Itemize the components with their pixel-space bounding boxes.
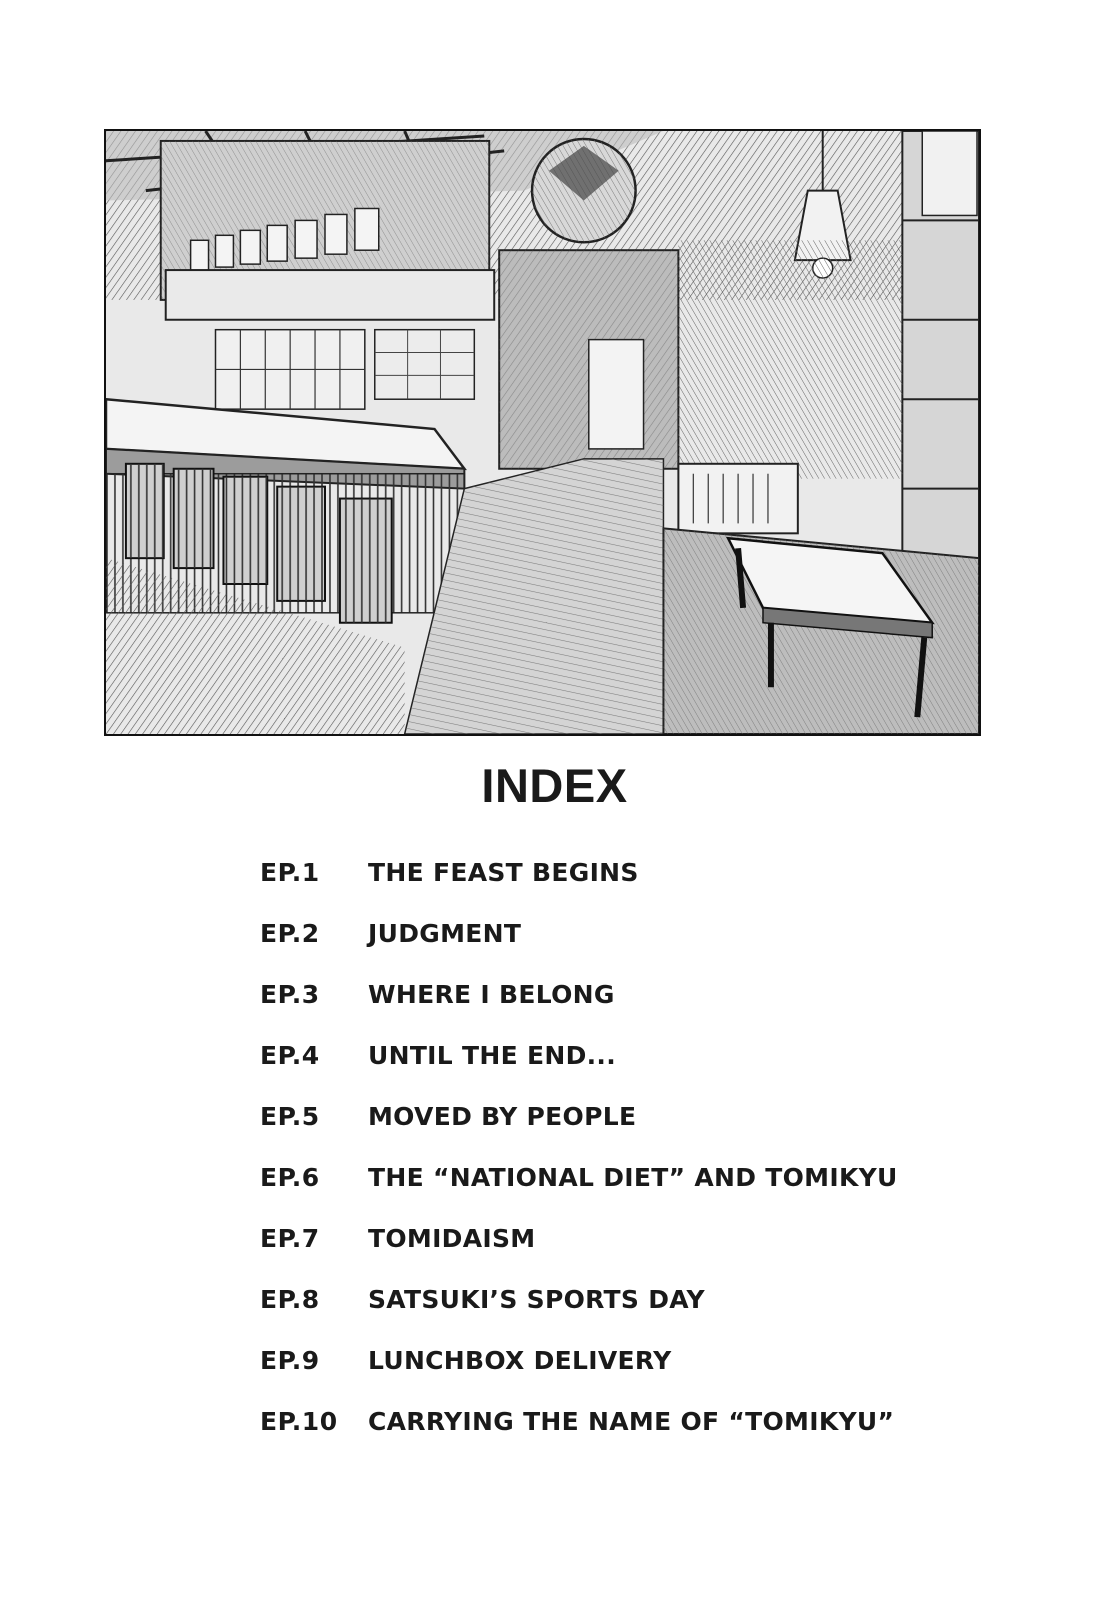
- toc-entry: [260, 842, 980, 903]
- table-of-contents: [260, 842, 980, 1452]
- episode-number: EP.2: [260, 919, 320, 948]
- episode-title: LUNCHBOX DELIVERY: [368, 1346, 672, 1375]
- index-heading: INDEX: [481, 759, 628, 812]
- episode-title: THE FEAST BEGINS: [368, 858, 639, 887]
- toc-entry: [260, 1086, 980, 1147]
- episode-title: THE “NATIONAL DIET” AND TOMIKYU: [368, 1163, 898, 1192]
- episode-title: UNTIL THE END...: [368, 1041, 617, 1070]
- episode-title: CARRYING THE NAME OF “TOMIKYU”: [368, 1407, 895, 1436]
- restaurant-interior-drawing: [106, 131, 979, 734]
- toc-entry: [260, 1391, 980, 1452]
- restaurant-interior-illustration: [104, 129, 981, 736]
- episode-number: EP.8: [260, 1285, 320, 1314]
- toc-entry: [260, 1208, 980, 1269]
- episode-number: EP.1: [260, 858, 320, 887]
- toc-entry: [260, 1330, 980, 1391]
- toc-entry: [260, 1147, 980, 1208]
- episode-title: MOVED BY PEOPLE: [368, 1102, 637, 1131]
- episode-title: TOMIDAISM: [368, 1224, 536, 1253]
- episode-number: EP.6: [260, 1163, 320, 1192]
- toc-entry: [260, 964, 980, 1025]
- episode-number: EP.10: [260, 1407, 338, 1436]
- episode-number: EP.7: [260, 1224, 320, 1253]
- episode-number: EP.5: [260, 1102, 320, 1131]
- toc-entry: [260, 903, 980, 964]
- episode-title: SATSUKI’S SPORTS DAY: [368, 1285, 705, 1314]
- episode-number: EP.4: [260, 1041, 320, 1070]
- episode-title: JUDGMENT: [368, 919, 522, 948]
- episode-title: WHERE I BELONG: [368, 980, 615, 1009]
- toc-entry: [260, 1025, 980, 1086]
- episode-number: EP.9: [260, 1346, 320, 1375]
- toc-entry: [260, 1269, 980, 1330]
- episode-number: EP.3: [260, 980, 320, 1009]
